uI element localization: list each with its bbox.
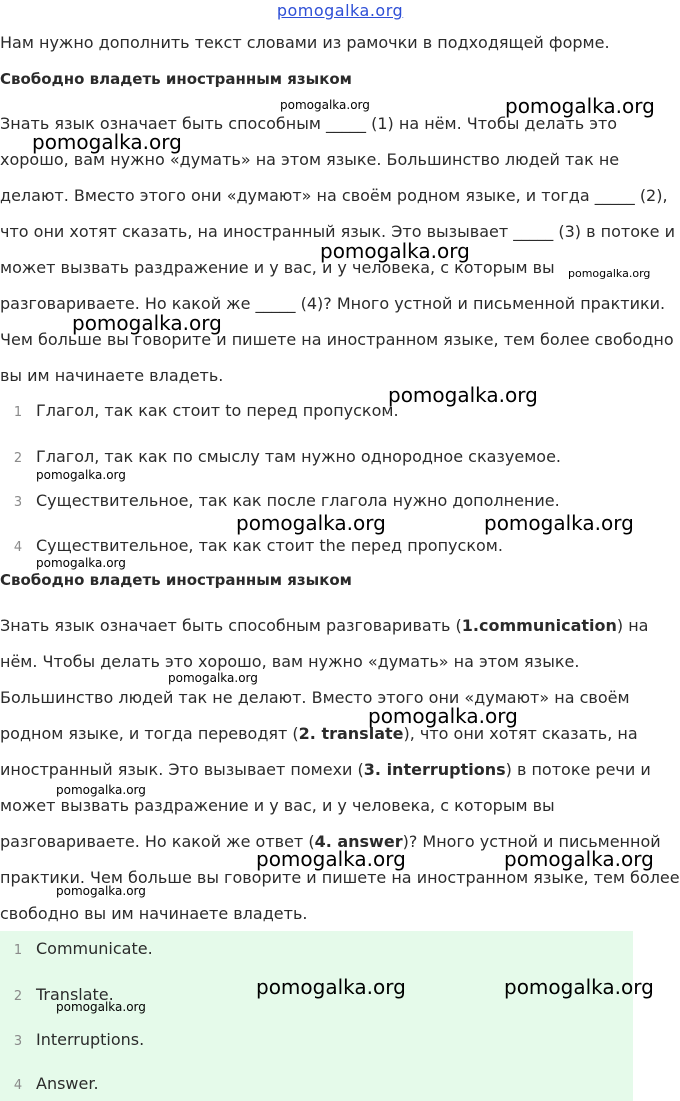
watermark: pomogalka.org [56, 1000, 146, 1014]
watermark: pomogalka.org [568, 267, 651, 280]
watermark: pomogalka.org [256, 975, 406, 999]
watermark: pomogalka.org [504, 847, 654, 871]
watermark: pomogalka.org [504, 975, 654, 999]
solution-title: Свободно владеть иностранным языком [0, 571, 352, 589]
answer-text: Interruptions. [36, 1030, 145, 1049]
hint-number: 4 [13, 540, 23, 555]
solution-text: ) в потоке речи и может вызвать раздражение и у вас, и у человека, с которым вы разговариваете. Но какой же ответ ( [0, 760, 651, 851]
solution-text: ) на нём. Чтобы делать это хорошо, вам нужно «думать» на этом языке. Большинство людей так не делают. Вместо этого они «думают» на своём родном языке, и тогда переводят ( [0, 616, 649, 743]
answer-1: 1.communication [461, 616, 617, 635]
hint-item [0, 447, 561, 466]
answer-number: 3 [13, 1034, 23, 1049]
watermark: pomogalka.org [320, 239, 470, 263]
answer-number: 4 [13, 1078, 23, 1093]
hint-item [0, 401, 399, 420]
task-title: Свободно владеть иностранным языком [0, 70, 352, 88]
answer-2: 2. translate [298, 724, 404, 743]
answer-item [0, 1074, 99, 1093]
answer-number: 2 [13, 989, 23, 1004]
watermark: pomogalka.org [256, 847, 406, 871]
watermark: pomogalka.org [36, 556, 126, 570]
site-header-link[interactable]: pomogalka.org [276, 1, 404, 20]
hint-text: Глагол, так как по смыслу там нужно однородное сказуемое. [36, 447, 562, 466]
task-paragraph: Знать язык означает быть способным _____ (1) на нём. Чтобы делать это хорошо, вам нужно «думать» на этом языке. Большинство людей так не делают. Вместо этого они «думают» на своём родном языке, и тогда _____ (2), что они хотят сказать, на иностранный язык. Это вызывает _____ (3) в потоке и может вызвать раздражение и у вас, и у человека, с которым вы разговариваете. Но какой же _____ (4)? Много устной и письменной практики. Чем больше вы говорите и пишете на иностранном языке, тем более свободно вы им начинаете владеть. [0, 114, 675, 385]
answer-item [0, 1030, 144, 1049]
intro-text: Нам нужно дополнить текст словами из рамочки в подходящей форме. [0, 33, 610, 52]
watermark: pomogalka.org [388, 383, 538, 407]
watermark: pomogalka.org [56, 884, 146, 898]
answers-panel [0, 931, 633, 1101]
watermark: pomogalka.org [56, 783, 146, 797]
watermark: pomogalka.org [368, 704, 518, 728]
hint-text: Существительное, так как после глагола нужно дополнение. [36, 491, 560, 510]
answer-4: 4. answer [314, 832, 403, 851]
hint-number: 3 [13, 495, 23, 510]
watermark: pomogalka.org [168, 671, 258, 685]
hint-number: 1 [13, 405, 23, 420]
watermark: pomogalka.org [280, 98, 370, 112]
watermark: pomogalka.org [484, 511, 634, 535]
hint-number: 2 [13, 451, 23, 466]
answer-text: Communicate. [36, 939, 153, 958]
hint-item [0, 491, 560, 510]
answer-3: 3. interruptions [363, 760, 506, 779]
answer-number: 1 [13, 943, 23, 958]
watermark: pomogalka.org [72, 311, 222, 335]
watermark: pomogalka.org [32, 130, 182, 154]
solution-text: Знать язык означает быть способным разговаривать ( [0, 616, 462, 635]
hint-item [0, 536, 503, 555]
watermark: pomogalka.org [505, 94, 655, 118]
solution-text: ), что они хотят сказать, на иностранный язык. Это вызывает помехи ( [0, 724, 638, 779]
solution-text: )? Много устной и письменной практики. Чем больше вы говорите и пишете на иностранном языке, тем более свободно вы им начинаете владеть. [0, 832, 680, 923]
watermark: pomogalka.org [236, 511, 386, 535]
answer-text: Answer. [36, 1074, 99, 1093]
hint-text: Существительное, так как стоит the перед пропуском. [36, 536, 503, 555]
hint-text: Глагол, так как стоит to перед пропуском. [36, 401, 399, 420]
watermark: pomogalka.org [36, 468, 126, 482]
answer-text: Translate. [36, 985, 114, 1004]
answer-item [0, 939, 153, 958]
